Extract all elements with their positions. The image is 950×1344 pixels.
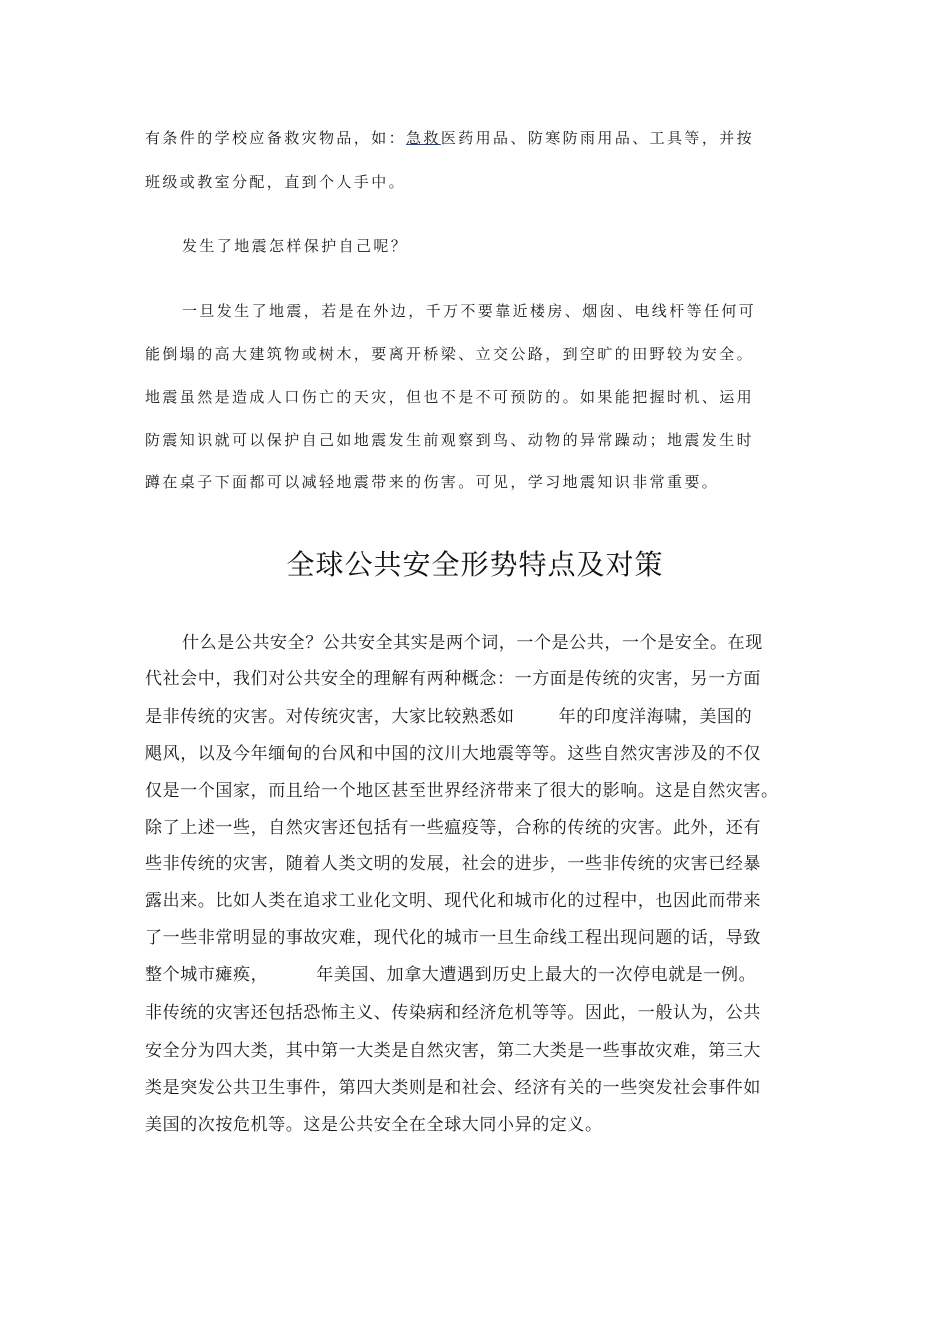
text: 有条件的学校应备救灾物品，如： — [145, 129, 407, 147]
paragraph-2-line: 地震虽然是造成人口伤亡的天灾，但也不是不可预防的。如果能把握时机、运用 — [145, 388, 755, 406]
text: 年的印度洋海啸，美国的 — [558, 707, 753, 727]
section-title: 全球公共安全形势特点及对策 — [286, 548, 664, 581]
paragraph-2-line: 能倒塌的高大建筑物或树木，要离开桥梁、立交公路，到空旷的田野较为安全。 — [145, 345, 755, 363]
paragraph-3-line: 类是突发公共卫生事件，第四大类则是和社会、经济有关的一些突发社会事件如 — [145, 1078, 761, 1098]
paragraph-3-line: 飓风，以及今年缅甸的台风和中国的汶川大地震等等。这些自然灾害涉及的不仅 — [145, 744, 761, 764]
paragraph-3-line: 非传统的灾害还包括恐怖主义、传染病和经济危机等等。因此，一般认为，公共 — [145, 1003, 761, 1023]
text: 医药用品、防寒防雨用品、工具等，并按 — [440, 129, 755, 147]
paragraph-1-line-2: 班级或教室分配，直到个人手中。 — [145, 173, 407, 191]
paragraph-3-line: 什么是公共安全？公共安全其实是两个词，一个是公共，一个是安全。在现 — [182, 633, 763, 653]
question-heading: 发生了地震怎样保护自己呢？ — [182, 237, 409, 255]
paragraph-3-line: 仅是一个国家，而且给一个地区甚至世界经济带来了很大的影响。这是自然灾害。 — [145, 781, 779, 801]
text: 整个城市瘫痪， — [145, 965, 269, 985]
paragraph-2-line: 防震知识就可以保护自己如地震发生前观察到鸟、动物的异常躁动；地震发生时 — [145, 431, 755, 449]
paragraph-2-line: 一旦发生了地震，若是在外边，千万不要靠近楼房、烟囱、电线杆等任何可 — [182, 302, 757, 320]
text: 年美国、加拿大遭遇到历史上最大的一次停电就是一例。 — [316, 965, 757, 985]
paragraph-3-line: 露出来。比如人类在追求工业化文明、现代化和城市化的过程中，也因此而带来 — [145, 891, 761, 911]
paragraph-3-line: 了一些非常明显的事故灾难，现代化的城市一旦生命线工程出现问题的话，导致 — [145, 928, 761, 948]
paragraph-1-line-1 — [145, 127, 754, 148]
paragraph-3-line — [145, 702, 752, 727]
paragraph-3-line: 些非传统的灾害，随着人类文明的发展，社会的进步，一些非传统的灾害已经暴 — [145, 854, 761, 874]
paragraph-3-line: 代社会中，我们对公共安全的理解有两种概念：一方面是传统的灾害，另一方面 — [145, 669, 761, 689]
paragraph-2-line: 蹲在桌子下面都可以减轻地震带来的伤害。可见，学习地震知识非常重要。 — [145, 473, 720, 491]
text: 是非传统的灾害。对传统灾害，大家比较熟悉如 — [145, 707, 515, 727]
paragraph-3-line: 美国的次按危机等。这是公共安全在全球大同小异的定义。 — [145, 1115, 603, 1135]
first-aid-link[interactable]: 急救 — [406, 129, 441, 147]
paragraph-3-line — [145, 960, 756, 985]
paragraph-3-line: 安全分为四大类，其中第一大类是自然灾害，第二大类是一些事故灾难，第三大 — [145, 1041, 761, 1061]
paragraph-3-line: 除了上述一些，自然灾害还包括有一些瘟疫等，合称的传统的灾害。此外，还有 — [145, 818, 761, 838]
